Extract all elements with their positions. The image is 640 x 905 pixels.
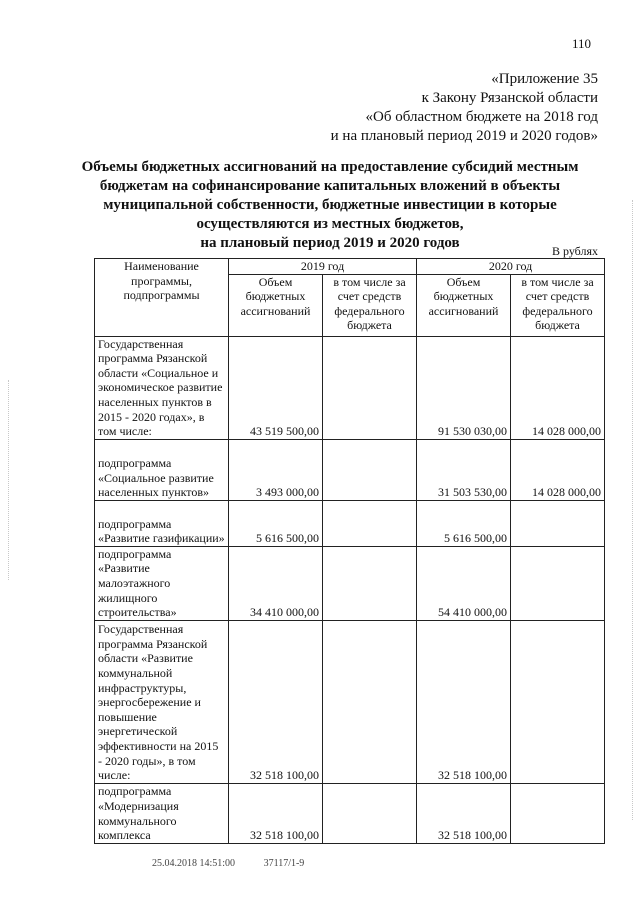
volume-2019: 5 616 500,00	[229, 500, 323, 546]
volume-2020: 31 503 530,00	[417, 439, 511, 500]
appendix-line: и на плановый период 2019 и 2020 годов»	[330, 128, 598, 144]
footer-doc-code: 37117/1-9	[263, 858, 305, 869]
budget-table	[94, 258, 605, 844]
title-line: на плановый период 2019 и 2020 годов	[200, 235, 460, 251]
page-number: 110	[572, 36, 592, 51]
header-year-2019: 2019 год	[229, 259, 417, 275]
title-line: бюджетам на софинансирование капитальных вложений в объекты	[99, 178, 561, 194]
federal-2019	[323, 546, 417, 620]
program-name: Государственная программа Рязанской области «Социальное и экономическое развитие населенных пунктов в 2015 - 2020 годах», в том числе:	[95, 336, 229, 439]
table-row	[95, 546, 605, 620]
volume-2020: 32 518 100,00	[417, 783, 511, 843]
document-title	[70, 158, 590, 253]
federal-2020: 14 028 000,00	[511, 336, 605, 439]
federal-2020: 14 028 000,00	[511, 439, 605, 500]
federal-2020	[511, 783, 605, 843]
appendix-line: к Закону Рязанской области	[421, 90, 598, 106]
volume-2019: 34 410 000,00	[229, 546, 323, 620]
volume-2019: 32 518 100,00	[229, 620, 323, 783]
table-row	[95, 439, 605, 500]
table-row	[95, 783, 605, 843]
volume-2019: 3 493 000,00	[229, 439, 323, 500]
header-volume-2019: Объем бюджетных ассигнований	[229, 274, 323, 336]
table-row	[95, 620, 605, 783]
federal-2020	[511, 546, 605, 620]
volume-2020: 32 518 100,00	[417, 620, 511, 783]
units-label: В рублях	[551, 244, 598, 258]
appendix-line: «Приложение 35	[491, 71, 598, 87]
federal-2019	[323, 500, 417, 546]
program-name: подпрограмма «Модернизация коммунального комплекса	[95, 783, 229, 843]
volume-2020: 5 616 500,00	[417, 500, 511, 546]
title-line: Объемы бюджетных ассигнований на предоставление субсидий местным	[81, 159, 579, 175]
appendix-header	[331, 70, 598, 146]
federal-2019	[323, 336, 417, 439]
header-federal-2020: в том числе за счет средств федерального бюджета	[511, 274, 605, 336]
program-name: подпрограмма «Развитие малоэтажного жилищного строительства»	[95, 546, 229, 620]
title-line: осуществляются из местных бюджетов,	[196, 216, 464, 232]
header-federal-2019: в том числе за счет средств федерального бюджета	[323, 274, 417, 336]
header-program-name: Наименование программы, подпрограммы	[95, 259, 229, 337]
program-name: подпрограмма «Социальное развитие населенных пунктов»	[95, 439, 229, 500]
table-row	[95, 500, 605, 546]
header-year-2020: 2020 год	[417, 259, 605, 275]
volume-2019: 32 518 100,00	[229, 783, 323, 843]
federal-2019	[323, 620, 417, 783]
federal-2020	[511, 500, 605, 546]
volume-2020: 91 530 030,00	[417, 336, 511, 439]
appendix-line: «Об областном бюджете на 2018 год	[365, 109, 598, 125]
footer-stamp	[152, 858, 330, 869]
scan-edge-left	[8, 380, 9, 580]
program-name: Государственная программа Рязанской области «Развитие коммунальной инфраструктуры, энергосбережение и повышение энергетической эффективности на 2015 - 2020 годы», в том числе:	[95, 620, 229, 783]
federal-2019	[323, 783, 417, 843]
table-row	[95, 336, 605, 439]
volume-2020: 54 410 000,00	[417, 546, 511, 620]
footer-timestamp: 25.04.2018 14:51:00	[152, 858, 236, 869]
header-volume-2020: Объем бюджетных ассигнований	[417, 274, 511, 336]
federal-2019	[323, 439, 417, 500]
volume-2019: 43 519 500,00	[229, 336, 323, 439]
federal-2020	[511, 620, 605, 783]
scan-edge-right	[632, 200, 633, 820]
title-line: муниципальной собственности, бюджетные инвестиции в которые	[103, 197, 557, 213]
program-name: подпрограмма «Развитие газификации»	[95, 500, 229, 546]
